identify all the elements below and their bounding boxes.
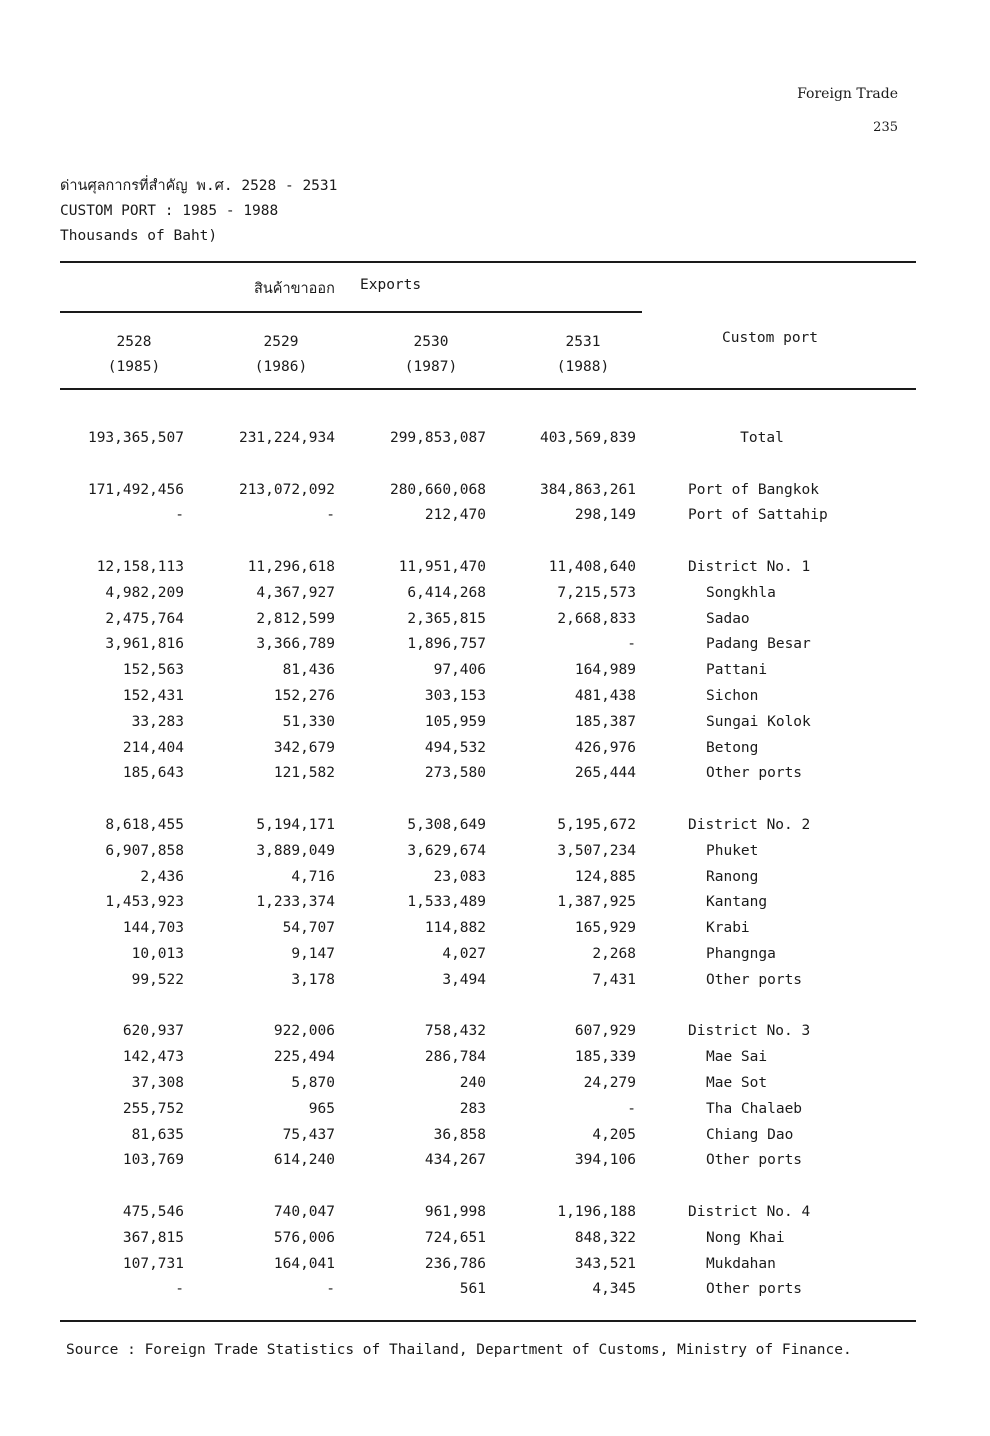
column-year-thai: 2529 bbox=[263, 334, 299, 350]
table-row bbox=[0, 765, 990, 791]
table-cell-value: 434,267 bbox=[424, 1152, 486, 1169]
table-cell-value: - bbox=[326, 1281, 335, 1298]
table-cell-value: - bbox=[627, 1100, 636, 1117]
column-year-thai: 2528 bbox=[116, 334, 152, 350]
table-cell-value: 33,283 bbox=[131, 713, 184, 730]
table-row-label: Sadao bbox=[706, 610, 750, 627]
table-cell-value: 740,047 bbox=[273, 1203, 335, 1220]
table-cell-value: 848,322 bbox=[574, 1229, 636, 1246]
column-header-1985 bbox=[69, 330, 199, 380]
table-cell-value: 11,296,618 bbox=[247, 558, 335, 575]
table-row-label: Padang Besar bbox=[706, 636, 811, 653]
table-cell-value: 11,951,470 bbox=[398, 558, 486, 575]
table-row bbox=[0, 920, 990, 946]
table-cell-value: 620,937 bbox=[122, 1023, 184, 1040]
group-spacer bbox=[0, 998, 990, 1024]
table-row bbox=[0, 1101, 990, 1127]
table-row-label: Port of Bangkok bbox=[688, 481, 819, 498]
table-row-label: Tha Chalaeb bbox=[706, 1100, 803, 1117]
table-cell-value: 185,339 bbox=[574, 1049, 636, 1066]
table-row bbox=[0, 430, 990, 456]
table-cell-value: 7,431 bbox=[592, 971, 636, 988]
table-cell-value: 240 bbox=[459, 1074, 486, 1091]
table-cell-value: - bbox=[175, 507, 184, 524]
table-cell-value: 10,013 bbox=[131, 945, 184, 962]
table-cell-value: 475,546 bbox=[122, 1203, 184, 1220]
table-row bbox=[0, 636, 990, 662]
table-cell-value: 481,438 bbox=[574, 687, 636, 704]
table-cell-value: 3,366,789 bbox=[256, 636, 335, 653]
column-year-ad: (1986) bbox=[254, 359, 308, 375]
table-cell-value: 299,853,087 bbox=[389, 430, 486, 446]
table-cell-value: 105,959 bbox=[424, 713, 486, 730]
table-row-label: Krabi bbox=[706, 920, 750, 937]
column-header-custom-port: Custom port bbox=[721, 330, 819, 346]
table-row bbox=[0, 817, 990, 843]
table-row bbox=[0, 1127, 990, 1153]
table-row bbox=[0, 946, 990, 972]
table-cell-value: 303,153 bbox=[424, 687, 486, 704]
table-cell-value: 5,870 bbox=[291, 1074, 335, 1091]
table-row-label: District No. 1 bbox=[688, 558, 811, 575]
table-row-label: Other ports bbox=[706, 971, 803, 988]
table-row bbox=[0, 1230, 990, 1256]
table-cell-value: - bbox=[326, 507, 335, 524]
table-cell-value: 3,178 bbox=[291, 971, 335, 988]
table-cell-value: 3,889,049 bbox=[256, 842, 335, 859]
table-row bbox=[0, 559, 990, 585]
table-row bbox=[0, 507, 990, 533]
table-cell-value: 4,367,927 bbox=[256, 584, 335, 601]
table-row bbox=[0, 1075, 990, 1101]
table-cell-value: 3,961,816 bbox=[105, 636, 184, 653]
table-row-label: Mae Sai bbox=[706, 1049, 768, 1066]
table-cell-value: 576,006 bbox=[273, 1229, 335, 1246]
table-cell-value: 171,492,456 bbox=[87, 481, 184, 498]
table-cell-value: 4,982,209 bbox=[105, 584, 184, 601]
title-english: CUSTOM PORT : 1985 - 1988 bbox=[60, 203, 279, 219]
table-cell-value: 3,494 bbox=[442, 971, 486, 988]
table-cell-value: 142,473 bbox=[122, 1049, 184, 1066]
group-spacer bbox=[0, 1178, 990, 1204]
table-cell-value: 12,158,113 bbox=[96, 558, 184, 575]
title-unit: Thousands of Baht) bbox=[60, 228, 218, 244]
table-cell-value: 152,431 bbox=[122, 687, 184, 704]
exports-label-thai: สินค้าขาออก bbox=[254, 281, 335, 297]
table-cell-value: 9,147 bbox=[291, 945, 335, 962]
table-cell-value: 2,268 bbox=[592, 945, 636, 962]
table-cell-value: 11,408,640 bbox=[548, 558, 636, 575]
table-cell-value: 7,215,573 bbox=[557, 584, 636, 601]
table-row-label: Other ports bbox=[706, 1152, 803, 1169]
table-body bbox=[0, 430, 990, 1307]
source-note: Source : Foreign Trade Statistics of Thailand, Department of Customs, Ministry of Finance. bbox=[66, 1342, 852, 1358]
table-row-label: Chiang Dao bbox=[706, 1126, 794, 1143]
table-cell-value: 99,522 bbox=[131, 971, 184, 988]
table-cell-value: 103,769 bbox=[122, 1152, 184, 1169]
table-cell-value: 23,083 bbox=[433, 868, 486, 885]
table-cell-value: 36,858 bbox=[433, 1126, 486, 1143]
table-cell-value: 283 bbox=[459, 1100, 486, 1117]
table-cell-value: 384,863,261 bbox=[539, 481, 636, 498]
table-cell-value: 1,196,188 bbox=[557, 1203, 636, 1220]
column-year-ad: (1985) bbox=[107, 359, 161, 375]
table-row-label: Other ports bbox=[706, 1281, 803, 1298]
table-row-label: Mae Sot bbox=[706, 1074, 768, 1091]
table-row-label: Phangnga bbox=[706, 945, 776, 962]
table-cell-value: 4,205 bbox=[592, 1126, 636, 1143]
table-cell-value: 152,563 bbox=[122, 662, 184, 679]
table-cell-value: 614,240 bbox=[273, 1152, 335, 1169]
table-row bbox=[0, 894, 990, 920]
table-row bbox=[0, 611, 990, 637]
table-cell-value: 164,041 bbox=[273, 1255, 335, 1272]
table-cell-value: 724,651 bbox=[424, 1229, 486, 1246]
table-cell-value: 185,643 bbox=[122, 765, 184, 782]
table-cell-value: 403,569,839 bbox=[539, 430, 636, 446]
table-cell-value: 8,618,455 bbox=[105, 816, 184, 833]
group-spacer bbox=[0, 791, 990, 817]
table-cell-value: 236,786 bbox=[424, 1255, 486, 1272]
table-row-label: Kantang bbox=[706, 894, 768, 911]
table-row-label: Sichon bbox=[706, 687, 759, 704]
table-cell-value: 75,437 bbox=[282, 1126, 335, 1143]
table-cell-value: 152,276 bbox=[273, 687, 335, 704]
group-spacer bbox=[0, 456, 990, 482]
table-row-label: Phuket bbox=[706, 842, 759, 859]
table-cell-value: 3,507,234 bbox=[557, 842, 636, 859]
table-cell-value: 24,279 bbox=[583, 1074, 636, 1091]
table-cell-value: 255,752 bbox=[122, 1100, 184, 1117]
table-title-block bbox=[60, 174, 337, 249]
table-row bbox=[0, 482, 990, 508]
column-year-thai: 2530 bbox=[413, 334, 449, 350]
table-cell-value: 121,582 bbox=[273, 765, 335, 782]
table-cell-value: - bbox=[627, 636, 636, 653]
table-row bbox=[0, 585, 990, 611]
header-bottom-rule bbox=[60, 388, 916, 390]
table-row bbox=[0, 1049, 990, 1075]
table-cell-value: 965 bbox=[308, 1100, 335, 1117]
table-cell-value: 185,387 bbox=[574, 713, 636, 730]
table-cell-value: 343,521 bbox=[574, 1255, 636, 1272]
table-cell-value: 4,345 bbox=[592, 1281, 636, 1298]
table-cell-value: 193,365,507 bbox=[87, 430, 184, 446]
table-cell-value: 144,703 bbox=[122, 920, 184, 937]
table-cell-value: 81,436 bbox=[282, 662, 335, 679]
table-cell-value: 265,444 bbox=[574, 765, 636, 782]
table-cell-value: 165,929 bbox=[574, 920, 636, 937]
table-cell-value: 97,406 bbox=[433, 662, 486, 679]
table-cell-value: 114,882 bbox=[424, 920, 486, 937]
table-cell-value: 5,308,649 bbox=[407, 816, 486, 833]
table-row-label: Total bbox=[740, 430, 784, 446]
table-row bbox=[0, 1204, 990, 1230]
table-row-label: Songkhla bbox=[706, 584, 776, 601]
title-thai: ด่านศุลกากรที่สำคัญ พ.ศ. 2528 - 2531 bbox=[60, 178, 338, 194]
table-cell-value: 494,532 bbox=[424, 739, 486, 756]
table-cell-value: 394,106 bbox=[574, 1152, 636, 1169]
table-row bbox=[0, 1023, 990, 1049]
table-row bbox=[0, 714, 990, 740]
column-year-ad: (1987) bbox=[404, 359, 458, 375]
table-cell-value: 607,929 bbox=[574, 1023, 636, 1040]
table-row bbox=[0, 1152, 990, 1178]
table-top-rule bbox=[60, 261, 916, 263]
table-row-label: Other ports bbox=[706, 765, 803, 782]
table-row-label: District No. 3 bbox=[688, 1023, 811, 1040]
table-cell-value: 164,989 bbox=[574, 662, 636, 679]
table-cell-value: 273,580 bbox=[424, 765, 486, 782]
table-cell-value: 2,668,833 bbox=[557, 610, 636, 627]
table-cell-value: 426,976 bbox=[574, 739, 636, 756]
table-cell-value: 758,432 bbox=[424, 1023, 486, 1040]
group-spacer bbox=[0, 533, 990, 559]
page-number: 235 bbox=[873, 120, 898, 135]
table-cell-value: 37,308 bbox=[131, 1074, 184, 1091]
table-row bbox=[0, 869, 990, 895]
table-cell-value: 2,436 bbox=[140, 868, 184, 885]
table-cell-value: 1,453,923 bbox=[105, 894, 184, 911]
table-row-label: Nong Khai bbox=[706, 1229, 785, 1246]
table-row bbox=[0, 1281, 990, 1307]
table-cell-value: 298,149 bbox=[574, 507, 636, 524]
table-cell-value: 6,907,858 bbox=[105, 842, 184, 859]
table-row-label: District No. 4 bbox=[688, 1203, 811, 1220]
table-cell-value: 5,194,171 bbox=[256, 816, 335, 833]
table-row-label: Pattani bbox=[706, 662, 768, 679]
table-cell-value: - bbox=[175, 1281, 184, 1298]
table-cell-value: 231,224,934 bbox=[238, 430, 335, 446]
table-row-label: Mukdahan bbox=[706, 1255, 776, 1272]
column-year-thai: 2531 bbox=[565, 334, 601, 350]
table-cell-value: 1,533,489 bbox=[407, 894, 486, 911]
table-row bbox=[0, 740, 990, 766]
table-cell-value: 213,072,092 bbox=[238, 481, 335, 498]
table-row-label: Sungai Kolok bbox=[706, 713, 811, 730]
table-cell-value: 3,629,674 bbox=[407, 842, 486, 859]
table-cell-value: 212,470 bbox=[424, 507, 486, 524]
table-cell-value: 342,679 bbox=[273, 739, 335, 756]
table-cell-value: 4,027 bbox=[442, 945, 486, 962]
table-cell-value: 2,475,764 bbox=[105, 610, 184, 627]
table-bottom-rule bbox=[60, 1320, 916, 1322]
column-header-1987 bbox=[366, 330, 496, 380]
column-header-1986 bbox=[216, 330, 346, 380]
column-header-1988 bbox=[518, 330, 648, 380]
table-cell-value: 961,998 bbox=[424, 1203, 486, 1220]
table-cell-value: 6,414,268 bbox=[407, 584, 486, 601]
table-row bbox=[0, 662, 990, 688]
table-cell-value: 51,330 bbox=[282, 713, 335, 730]
table-cell-value: 214,404 bbox=[122, 739, 184, 756]
column-year-ad: (1988) bbox=[556, 359, 610, 375]
table-cell-value: 280,660,068 bbox=[389, 481, 486, 498]
table-row-label: Ranong bbox=[706, 868, 759, 885]
table-row bbox=[0, 972, 990, 998]
table-cell-value: 225,494 bbox=[273, 1049, 335, 1066]
table-cell-value: 124,885 bbox=[574, 868, 636, 885]
table-cell-value: 1,233,374 bbox=[256, 894, 335, 911]
table-cell-value: 2,812,599 bbox=[256, 610, 335, 627]
table-row-label: Betong bbox=[706, 739, 759, 756]
table-row bbox=[0, 843, 990, 869]
table-cell-value: 2,365,815 bbox=[407, 610, 486, 627]
table-cell-value: 286,784 bbox=[424, 1049, 486, 1066]
table-row bbox=[0, 1256, 990, 1282]
table-cell-value: 4,716 bbox=[291, 868, 335, 885]
table-cell-value: 922,006 bbox=[273, 1023, 335, 1040]
table-cell-value: 54,707 bbox=[282, 920, 335, 937]
section-header: Foreign Trade bbox=[797, 86, 898, 102]
table-cell-value: 1,896,757 bbox=[407, 636, 486, 653]
table-cell-value: 367,815 bbox=[122, 1229, 184, 1246]
table-cell-value: 107,731 bbox=[122, 1255, 184, 1272]
table-cell-value: 81,635 bbox=[131, 1126, 184, 1143]
exports-label-english: Exports bbox=[360, 277, 422, 293]
exports-span-rule bbox=[60, 311, 642, 313]
table-cell-value: 561 bbox=[459, 1281, 486, 1298]
table-row bbox=[0, 688, 990, 714]
table-cell-value: 1,387,925 bbox=[557, 894, 636, 911]
table-cell-value: 5,195,672 bbox=[557, 816, 636, 833]
table-row-label: Port of Sattahip bbox=[688, 507, 828, 524]
table-row-label: District No. 2 bbox=[688, 816, 811, 833]
